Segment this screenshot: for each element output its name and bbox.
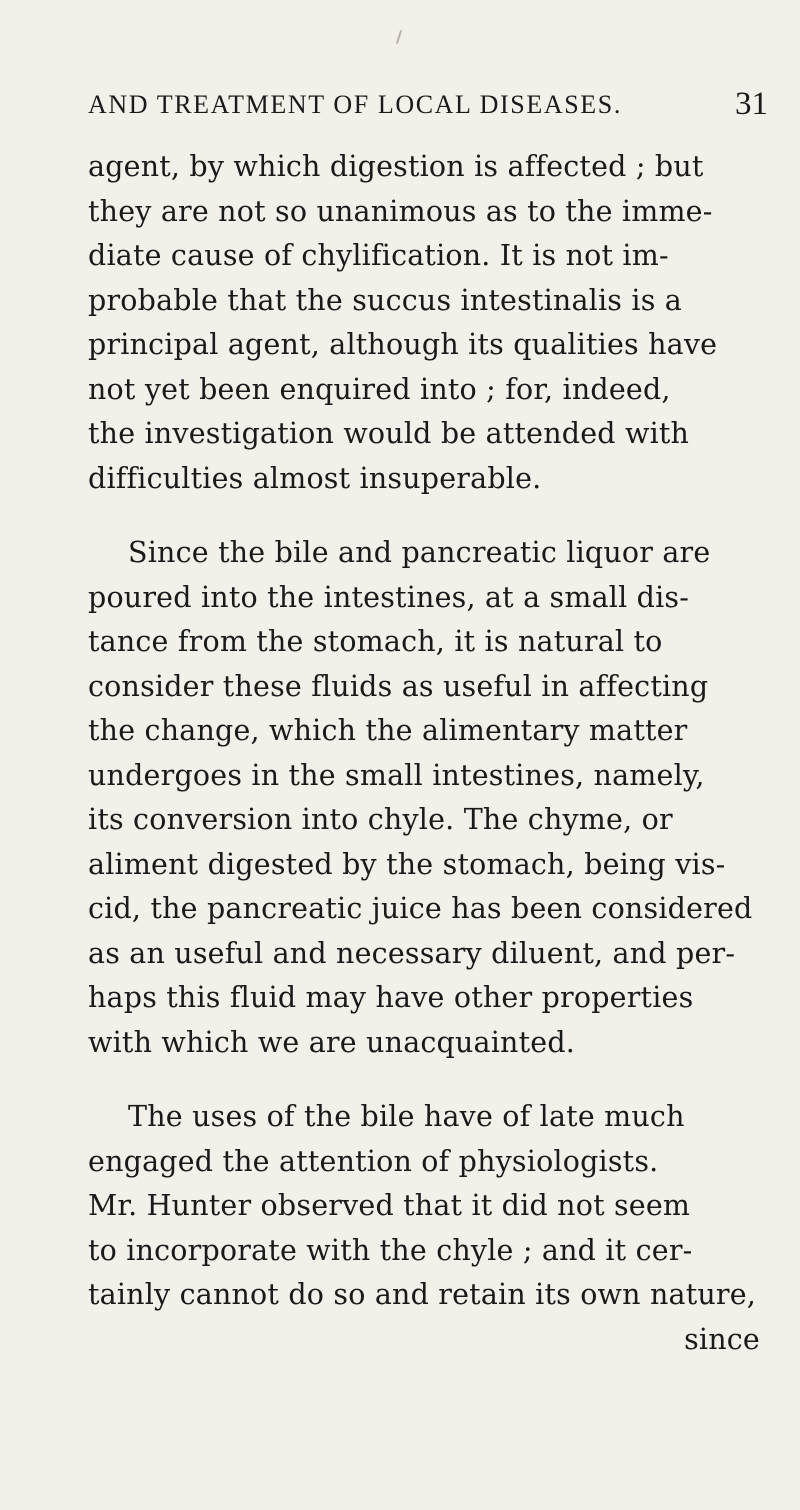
text-line: agent, by which digestion is affected ; but <box>88 150 704 183</box>
text-line: tainly cannot do so and retain its own nature, <box>88 1278 757 1311</box>
text-line: haps this fluid may have other properties <box>88 981 694 1014</box>
text-line: diate cause of chylification. It is not im- <box>88 239 669 272</box>
text-line: difficulties almost insuperable. <box>88 461 542 495</box>
text-line: the change, which the alimentary matter <box>88 714 688 747</box>
running-head <box>88 86 768 130</box>
text-line: as an useful and necessary diluent, and per- <box>88 936 736 970</box>
text-line: undergoes in the small intestines, namely, <box>88 758 705 792</box>
text-line: principal agent, although its qualities have <box>88 328 718 361</box>
page-mark <box>396 30 402 44</box>
text-line: probable that the succus intestinalis is a <box>88 283 682 317</box>
text-line: The uses of the bile have of late much <box>128 1100 685 1133</box>
text-line: Since the bile and pancreatic liquor are <box>128 536 711 569</box>
text-line: tance from the stomach, it is natural to <box>88 625 663 658</box>
text-line: they are not so unanimous as to the imme- <box>88 194 713 228</box>
running-head-title: AND TREATMENT OF LOCAL DISEASES. <box>88 90 622 119</box>
text-line: engaged the attention of physiologists. <box>88 1144 659 1178</box>
text-line: with which we are unacquainted. <box>88 1025 576 1059</box>
catchword: since <box>684 1322 760 1356</box>
page-number: 31 <box>735 86 768 122</box>
text-line: aliment digested by the stomach, being vis- <box>88 847 726 881</box>
text-line: poured into the intestines, at a small dis- <box>88 580 690 614</box>
text-line: to incorporate with the chyle ; and it cer- <box>88 1233 693 1267</box>
text-line: Mr. Hunter observed that it did not seem <box>88 1189 691 1222</box>
text-line: the investigation would be attended with <box>88 417 690 450</box>
text-line: its conversion into chyle. The chyme, or <box>88 803 673 836</box>
text-line: consider these fluids as useful in affecting <box>88 669 709 703</box>
text-line: not yet been enquired into ; for, indeed, <box>88 372 671 406</box>
text-line: cid, the pancreatic juice has been considered <box>88 892 753 925</box>
